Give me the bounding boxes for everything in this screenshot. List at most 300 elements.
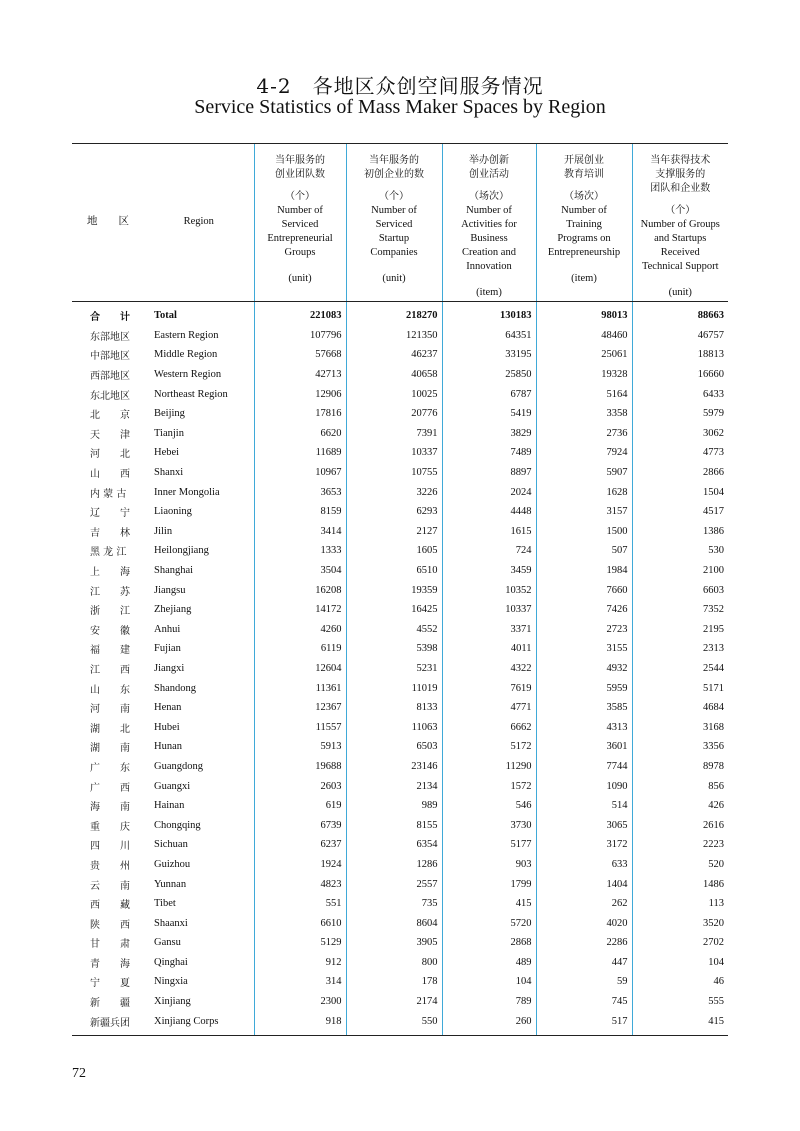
header-serviced-startups [346,144,442,302]
region-name-cn: 甘 肃 [90,939,130,951]
value-cell: 2195 [632,620,728,640]
region-name-en: Ningxia [154,976,188,988]
region-name-cn: 内 蒙 古 [90,488,127,500]
value-cell: 4260 [254,620,346,640]
region-name-cn: 云 南 [90,880,130,892]
value-cell: 19359 [346,580,442,600]
region-name-cn: 四 川 [90,841,130,853]
statistics-table-container [72,143,728,1036]
value-cell: 3504 [254,561,346,581]
value-cell: 633 [536,855,632,875]
value-cell: 546 [442,796,536,816]
value-cell: 5171 [632,678,728,698]
value-cell: 5979 [632,404,728,424]
header-region-en: Region [144,144,254,302]
value-cell: 1404 [536,874,632,894]
value-cell: 4823 [254,874,346,894]
region-name-en: Liaoning [154,506,192,518]
value-cell: 551 [254,894,346,914]
region-name-en: Northeast Region [154,388,228,400]
header-cn-label: 当年服务的 创业团队数 [275,155,325,180]
value-cell: 6610 [254,913,346,933]
table-row [72,384,728,404]
header-cn-unit: （场次） [469,191,509,202]
region-name-en: Zhejiang [154,604,192,616]
value-cell: 4771 [442,698,536,718]
table-row [72,894,728,914]
page-number: 72 [72,1066,86,1081]
table-row [72,639,728,659]
region-name-en: Hubei [154,721,180,733]
value-cell: 88663 [632,302,728,326]
value-cell: 113 [632,894,728,914]
region-name-cn: 江 西 [90,664,130,676]
region-name-en: Shaanxi [154,917,188,929]
table-row [72,815,728,835]
value-cell: 59 [536,972,632,992]
region-name-cn: 合 计 [90,312,130,324]
value-cell: 3155 [536,639,632,659]
value-cell: 1605 [346,541,442,561]
value-cell: 3157 [536,502,632,522]
table-row [72,443,728,463]
value-cell: 14172 [254,600,346,620]
value-cell: 11290 [442,757,536,777]
value-cell: 17816 [254,404,346,424]
value-cell: 2616 [632,815,728,835]
value-cell: 3459 [442,561,536,581]
value-cell: 555 [632,992,728,1012]
value-cell: 2223 [632,835,728,855]
table-row [72,757,728,777]
value-cell: 4313 [536,717,632,737]
region-name-cn: 广 西 [90,782,130,794]
region-name-cn: 广 东 [90,762,130,774]
value-cell: 11557 [254,717,346,737]
header-en-label: Number of Groups and Startups Received Technical Support [640,219,720,272]
value-cell: 33195 [442,345,536,365]
value-cell: 121350 [346,326,442,346]
header-cn-label: 举办创新 创业活动 [469,155,509,180]
header-en-unit: (item) [476,287,502,298]
value-cell: 57668 [254,345,346,365]
region-name-en: Shanghai [154,565,194,577]
header-en-label: Number of Activities for Business Creation and Innovation [461,205,517,272]
region-name-en: Sichuan [154,839,188,851]
region-name-en: Inner Mongolia [154,486,220,498]
value-cell: 218270 [346,302,442,326]
value-cell: 918 [254,1011,346,1035]
value-cell: 735 [346,894,442,914]
value-cell: 7744 [536,757,632,777]
value-cell: 262 [536,894,632,914]
value-cell: 98013 [536,302,632,326]
value-cell: 2603 [254,776,346,796]
value-cell: 2557 [346,874,442,894]
value-cell: 8155 [346,815,442,835]
value-cell: 11019 [346,678,442,698]
value-cell: 221083 [254,302,346,326]
value-cell: 6237 [254,835,346,855]
value-cell: 3653 [254,482,346,502]
value-cell: 10967 [254,463,346,483]
region-name-cn: 海 南 [90,802,130,814]
value-cell: 25850 [442,365,536,385]
value-cell: 3730 [442,815,536,835]
value-cell: 426 [632,796,728,816]
value-cell: 4448 [442,502,536,522]
table-row [72,541,728,561]
region-name-en: Guangdong [154,760,203,772]
value-cell: 40658 [346,365,442,385]
region-name-en: Total [154,310,177,322]
value-cell: 550 [346,1011,442,1035]
value-cell: 7391 [346,424,442,444]
region-name-en: Henan [154,702,182,714]
value-cell: 10337 [346,443,442,463]
table-row [72,659,728,679]
value-cell: 2702 [632,933,728,953]
region-name-cn: 山 东 [90,684,130,696]
value-cell: 42713 [254,365,346,385]
table-row [72,737,728,757]
value-cell: 5959 [536,678,632,698]
value-cell: 517 [536,1011,632,1035]
region-name-cn: 江 苏 [90,586,130,598]
region-name-en: Shandong [154,682,196,694]
value-cell: 104 [442,972,536,992]
header-cn-label: 当年服务的 初创企业的数 [364,155,424,180]
value-cell: 10352 [442,580,536,600]
value-cell: 4322 [442,659,536,679]
value-cell: 8159 [254,502,346,522]
value-cell: 3585 [536,698,632,718]
value-cell: 6662 [442,717,536,737]
value-cell: 10337 [442,600,536,620]
region-name-en: Fujian [154,643,181,655]
region-name-cn: 山 西 [90,469,130,481]
value-cell: 6354 [346,835,442,855]
region-name-cn: 西 藏 [90,900,130,912]
value-cell: 260 [442,1011,536,1035]
value-cell: 903 [442,855,536,875]
value-cell: 912 [254,953,346,973]
regional-service-statistics-table [72,143,728,1036]
region-name-cn: 浙 江 [90,606,130,618]
header-cn-unit: （个） [665,205,696,216]
value-cell: 8133 [346,698,442,718]
value-cell: 16208 [254,580,346,600]
value-cell: 415 [632,1011,728,1035]
region-name-cn: 宁 夏 [90,978,130,990]
value-cell: 1799 [442,874,536,894]
region-name-en: Hebei [154,447,180,459]
value-cell: 1984 [536,561,632,581]
header-serviced-groups [254,144,346,302]
header-region-cn: 地 区 [72,144,144,302]
value-cell: 5720 [442,913,536,933]
value-cell: 1333 [254,541,346,561]
region-name-en: Jiangsu [154,584,186,596]
value-cell: 3226 [346,482,442,502]
value-cell: 2736 [536,424,632,444]
value-cell: 2024 [442,482,536,502]
header-en-unit: (unit) [288,273,312,284]
table-row [72,463,728,483]
region-name-en: Xinjiang Corps [144,1011,254,1035]
value-cell: 4517 [632,502,728,522]
value-cell: 178 [346,972,442,992]
region-name-en: Jilin [154,525,173,537]
value-cell: 8604 [346,913,442,933]
header-cn-unit: （场次） [564,191,604,202]
region-name-cn: 天 津 [90,429,130,441]
table-row [72,561,728,581]
value-cell: 4020 [536,913,632,933]
region-name-en: Beijing [154,408,185,420]
header-technical-support [632,144,728,302]
table-row [72,482,728,502]
value-cell: 10025 [346,384,442,404]
value-cell: 520 [632,855,728,875]
value-cell: 447 [536,953,632,973]
header-cn-label: 开展创业 教育培训 [564,155,604,180]
region-name-en: Tianjin [154,427,184,439]
region-name-en: Western Region [154,369,222,381]
value-cell: 5913 [254,737,346,757]
value-cell: 3065 [536,815,632,835]
table-row [72,678,728,698]
value-cell: 6739 [254,815,346,835]
value-cell: 1615 [442,522,536,542]
table-body [72,302,728,1036]
value-cell: 2723 [536,620,632,640]
region-name-cn: 湖 北 [90,723,130,735]
value-cell: 789 [442,992,536,1012]
page-title-english: Service Statistics of Mass Maker Spaces by Region [194,96,606,118]
value-cell: 3520 [632,913,728,933]
value-cell: 1628 [536,482,632,502]
table-row [72,796,728,816]
value-cell: 989 [346,796,442,816]
value-cell: 7660 [536,580,632,600]
value-cell: 856 [632,776,728,796]
value-cell: 6603 [632,580,728,600]
value-cell: 64351 [442,326,536,346]
value-cell: 46757 [632,326,728,346]
value-cell: 46 [632,972,728,992]
value-cell: 1572 [442,776,536,796]
value-cell: 6503 [346,737,442,757]
value-cell: 16425 [346,600,442,620]
region-name-en: Yunnan [154,878,187,890]
region-name-cn: 陕 西 [90,919,130,931]
value-cell: 3356 [632,737,728,757]
table-row [72,620,728,640]
region-name-en: Tibet [154,898,176,910]
value-cell: 11063 [346,717,442,737]
table-row [72,404,728,424]
value-cell: 6620 [254,424,346,444]
value-cell: 1924 [254,855,346,875]
header-en-unit: (unit) [382,273,406,284]
region-name-cn: 黑 龙 江 [90,547,127,559]
header-activities [442,144,536,302]
region-name-en: Hainan [154,800,185,812]
value-cell: 107796 [254,326,346,346]
value-cell: 3062 [632,424,728,444]
value-cell: 6119 [254,639,346,659]
value-cell: 6433 [632,384,728,404]
value-cell: 6510 [346,561,442,581]
value-cell: 12604 [254,659,346,679]
value-cell: 5419 [442,404,536,424]
value-cell: 2286 [536,933,632,953]
value-cell: 4552 [346,620,442,640]
header-en-label: Number of Serviced Entrepreneurial Groups [267,205,333,258]
value-cell: 3371 [442,620,536,640]
value-cell: 11361 [254,678,346,698]
value-cell: 7619 [442,678,536,698]
region-name-cn: 湖 南 [90,743,130,755]
table-row [72,933,728,953]
value-cell: 4932 [536,659,632,679]
value-cell: 3829 [442,424,536,444]
value-cell: 8897 [442,463,536,483]
table-row-total [72,302,728,326]
region-name-en: Eastern Region [154,329,219,341]
region-name-cn: 中部地区 [90,351,130,363]
value-cell: 2134 [346,776,442,796]
value-cell: 2868 [442,933,536,953]
region-name-en: Heilongjiang [154,545,209,557]
value-cell: 3168 [632,717,728,737]
value-cell: 2100 [632,561,728,581]
value-cell: 3358 [536,404,632,424]
value-cell: 48460 [536,326,632,346]
value-cell: 1504 [632,482,728,502]
region-name-cn: 辽 宁 [90,508,130,520]
region-name-cn: 福 建 [90,645,130,657]
value-cell: 19328 [536,365,632,385]
value-cell: 23146 [346,757,442,777]
value-cell: 507 [536,541,632,561]
value-cell: 1500 [536,522,632,542]
table-row [72,424,728,444]
value-cell: 4773 [632,443,728,463]
region-name-en: Anhui [154,623,181,635]
region-name-cn: 贵 州 [90,860,130,872]
table-row [72,522,728,542]
value-cell: 46237 [346,345,442,365]
table-row [72,600,728,620]
value-cell: 314 [254,972,346,992]
header-cn-label: 当年获得技术 支撑服务的 团队和企业数 [650,155,711,194]
region-name-en: Hunan [154,741,182,753]
value-cell: 16660 [632,365,728,385]
region-name-cn: 新 疆 [90,998,130,1010]
value-cell: 3414 [254,522,346,542]
value-cell: 2300 [254,992,346,1012]
table-row [72,972,728,992]
value-cell: 7352 [632,600,728,620]
header-en-label: Number of Training Programs on Entrepreneurship [547,205,621,258]
value-cell: 2544 [632,659,728,679]
value-cell: 2127 [346,522,442,542]
value-cell: 724 [442,541,536,561]
value-cell: 3905 [346,933,442,953]
value-cell: 4684 [632,698,728,718]
table-row [72,953,728,973]
region-name-cn: 北 京 [90,410,130,422]
value-cell: 5129 [254,933,346,953]
value-cell: 18813 [632,345,728,365]
region-name-cn: 吉 林 [90,527,130,539]
region-name-cn: 河 南 [90,704,130,716]
value-cell: 5398 [346,639,442,659]
value-cell: 1386 [632,522,728,542]
table-row [72,717,728,737]
value-cell: 1090 [536,776,632,796]
table-row [72,580,728,600]
region-name-en: Gansu [154,937,181,949]
value-cell: 7489 [442,443,536,463]
value-cell: 7426 [536,600,632,620]
table-row [72,365,728,385]
value-cell: 12367 [254,698,346,718]
value-cell: 5164 [536,384,632,404]
region-name-cn: 安 徽 [90,625,130,637]
value-cell: 1486 [632,874,728,894]
value-cell: 5907 [536,463,632,483]
value-cell: 2313 [632,639,728,659]
table-row [72,698,728,718]
header-cn-unit: （个） [379,191,409,202]
region-name-en: Middle Region [154,349,218,361]
value-cell: 5231 [346,659,442,679]
value-cell: 12906 [254,384,346,404]
value-cell: 10755 [346,463,442,483]
table-row [72,776,728,796]
table-row [72,835,728,855]
value-cell: 11689 [254,443,346,463]
region-name-en: Guizhou [154,858,191,870]
value-cell: 800 [346,953,442,973]
header-en-unit: (item) [571,273,597,284]
table-row [72,874,728,894]
region-name-cn: 重 庆 [90,821,130,833]
value-cell: 6293 [346,502,442,522]
table-row [72,992,728,1012]
region-name-en: Guangxi [154,780,191,792]
header-training-programs [536,144,632,302]
value-cell: 3172 [536,835,632,855]
value-cell: 2866 [632,463,728,483]
value-cell: 489 [442,953,536,973]
value-cell: 619 [254,796,346,816]
region-name-cn: 新疆兵团 [72,1011,144,1035]
value-cell: 130183 [442,302,536,326]
table-row [72,345,728,365]
region-name-en: Shanxi [154,467,184,479]
table-row [72,913,728,933]
region-name-cn: 河 北 [90,449,130,461]
value-cell: 4011 [442,639,536,659]
region-name-en: Chongqing [154,819,201,831]
value-cell: 6787 [442,384,536,404]
value-cell: 7924 [536,443,632,463]
table-row [72,1011,728,1035]
